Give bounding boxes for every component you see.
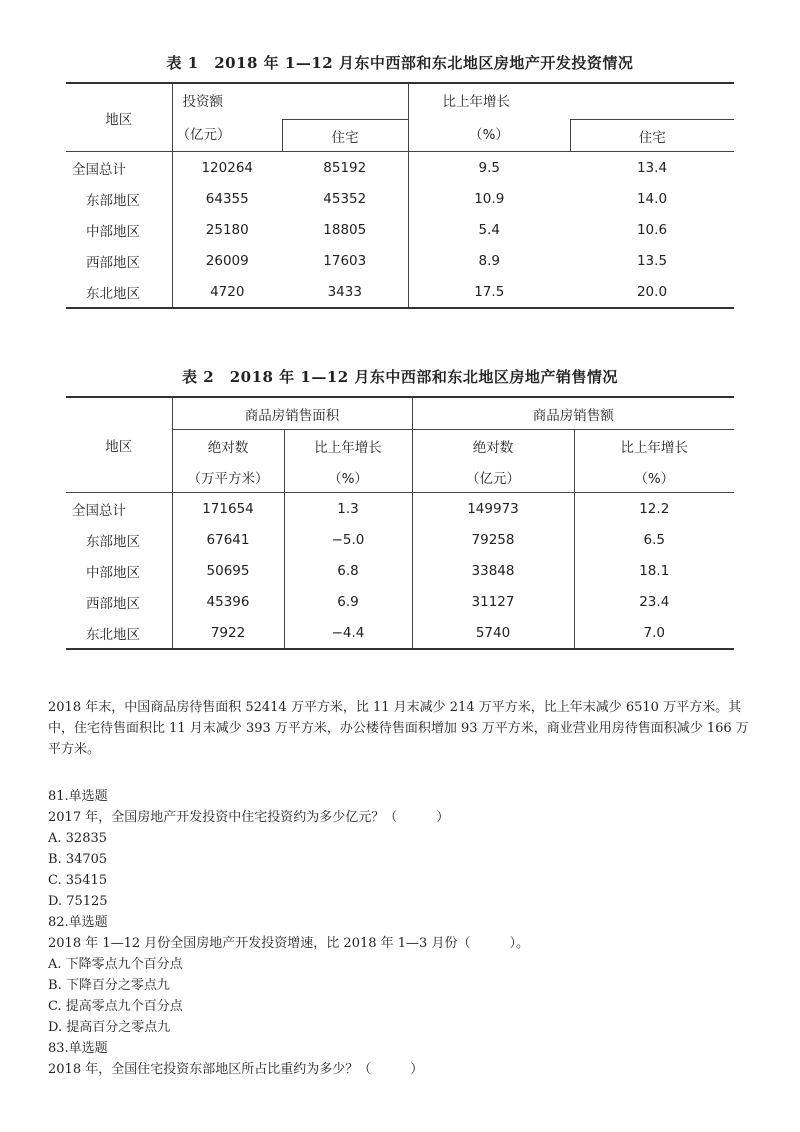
row-region: 东部地区 bbox=[66, 183, 172, 214]
cell-res: 85192 bbox=[282, 152, 408, 184]
table2-header-area-absolute: 绝对数 bbox=[207, 439, 249, 456]
table1-header-residential: 住宅 bbox=[282, 120, 408, 152]
cell-amount-growth: 18.1 bbox=[639, 562, 670, 579]
question-stem: 2018 年 1—12 月份全国房地产开发投资增速，比 2018 年 1—3 月份（ ）。 bbox=[48, 936, 529, 951]
cell-area-growth: 6.9 bbox=[284, 586, 412, 617]
cell-growth: 8.9 bbox=[478, 252, 500, 269]
cell-area-growth: −4.4 bbox=[284, 617, 412, 649]
cell-amount: 5740 bbox=[412, 617, 574, 649]
question-option[interactable]: B. 下降百分之零点九 bbox=[48, 978, 170, 993]
row-region: 中部地区 bbox=[66, 214, 172, 245]
cell-amount: 149973 bbox=[412, 493, 574, 525]
table1-investment bbox=[66, 82, 734, 309]
row-region: 东北地区 bbox=[66, 617, 172, 649]
question-number: 83.单选题 bbox=[48, 1041, 108, 1056]
cell-area: 171654 bbox=[172, 493, 284, 525]
row-region: 东部地区 bbox=[66, 524, 172, 555]
cell-area-growth: 6.8 bbox=[284, 555, 412, 586]
cell-area: 67641 bbox=[172, 524, 284, 555]
table-row bbox=[66, 245, 734, 276]
cell-growth: 9.5 bbox=[408, 152, 570, 184]
cell-res: 3433 bbox=[282, 276, 408, 308]
cell-amount: 79258 bbox=[412, 524, 574, 555]
cell-res-growth: 10.6 bbox=[636, 221, 668, 238]
cell-amount: 33848 bbox=[412, 555, 574, 586]
cell-amount-growth: 23.4 bbox=[639, 593, 670, 610]
cell-growth: 17.5 bbox=[408, 276, 570, 308]
row-region: 西部地区 bbox=[66, 586, 172, 617]
question-stem: 2018 年，全国住宅投资东部地区所占比重约为多少？（ ） bbox=[48, 1062, 424, 1077]
table1-header-investment: 投资额 bbox=[172, 83, 408, 115]
cell-amount: 31127 bbox=[412, 586, 574, 617]
table1-header-unit-pct: （%） bbox=[408, 115, 570, 152]
table2-header-area-growth: 比上年增长 bbox=[284, 430, 412, 462]
cell-res-growth: 14.0 bbox=[636, 190, 668, 207]
table-row bbox=[66, 493, 734, 525]
paragraph-text: 2018 年末，中国商品房待售面积 52414 万平方米，比 11 月末减少 214 万平方米，比上年末减少 6510 万平方米。其中，住宅待售面积比 11 月末减少 393 万平方米，办公楼待售面积增加 93 万平方米，商业营业用房待售面积减少 166 万平方米。 bbox=[48, 700, 749, 757]
table-row bbox=[66, 555, 734, 586]
cell-area-growth: −5.0 bbox=[284, 524, 412, 555]
table2-header-area: 商品房销售面积 bbox=[172, 397, 412, 430]
table2-header-amount-absolute: 绝对数 bbox=[412, 430, 574, 462]
cell-area-growth: 1.3 bbox=[284, 493, 412, 525]
table2-header-unit-yuan: （亿元） bbox=[412, 461, 574, 493]
row-region: 西部地区 bbox=[66, 245, 172, 276]
question-option[interactable]: A. 32835 bbox=[48, 831, 108, 846]
cell-amount-growth: 12.2 bbox=[574, 493, 734, 525]
table-row bbox=[66, 524, 734, 555]
question-stem: 2017 年，全国房地产开发投资中住宅投资约为多少亿元？（ ） bbox=[48, 810, 450, 825]
context-paragraph bbox=[48, 697, 754, 760]
question-option[interactable]: A. 下降零点九个百分点 bbox=[48, 957, 183, 972]
cell-res: 17603 bbox=[282, 245, 408, 276]
row-region: 全国总计 bbox=[66, 152, 172, 184]
cell-res-growth: 13.4 bbox=[570, 152, 734, 184]
table-row bbox=[66, 617, 734, 649]
question-number: 81.单选题 bbox=[48, 789, 108, 804]
table1-header-region: 地区 bbox=[66, 83, 172, 152]
table-row bbox=[66, 586, 734, 617]
cell-res: 45352 bbox=[282, 183, 408, 214]
row-region: 中部地区 bbox=[66, 555, 172, 586]
cell-res-growth: 13.5 bbox=[636, 252, 668, 269]
table2-sales bbox=[66, 396, 734, 650]
cell-amount-growth: 7.0 bbox=[574, 617, 734, 649]
cell-res: 18805 bbox=[282, 214, 408, 245]
table1-header-growth: 比上年增长 bbox=[408, 83, 734, 115]
cell-growth: 10.9 bbox=[474, 190, 505, 207]
question-option[interactable]: C. 提高零点九个百分点 bbox=[48, 999, 183, 1014]
table2-header-unit-pct-2: （%） bbox=[574, 461, 734, 493]
table-row bbox=[66, 276, 734, 308]
row-region: 全国总计 bbox=[66, 493, 172, 525]
cell-res-growth: 20.0 bbox=[570, 276, 734, 308]
table-row bbox=[66, 152, 734, 184]
table2-header-unit-area: （万平方米） bbox=[187, 470, 269, 487]
table2-header-amount: 商品房销售额 bbox=[412, 397, 734, 430]
row-region: 东北地区 bbox=[66, 276, 172, 308]
table1-header-unit-yuan: （亿元） bbox=[176, 127, 231, 143]
cell-area: 45396 bbox=[172, 586, 284, 617]
table2-header-region: 地区 bbox=[66, 397, 172, 493]
table2-caption: 表 2 2018 年 1—12 月东中西部和东北地区房地产销售情况 bbox=[182, 368, 618, 386]
cell-inv: 26009 bbox=[205, 252, 249, 269]
table2-header-amount-growth: 比上年增长 bbox=[574, 430, 734, 462]
cell-growth: 5.4 bbox=[478, 221, 500, 238]
cell-inv: 25180 bbox=[205, 221, 249, 238]
cell-inv: 4720 bbox=[172, 276, 282, 308]
cell-area: 7922 bbox=[172, 617, 284, 649]
table1-header-growth-residential: 住宅 bbox=[570, 120, 734, 152]
cell-inv: 64355 bbox=[205, 190, 249, 207]
cell-area: 50695 bbox=[172, 555, 284, 586]
table2-header-unit-pct-1: （%） bbox=[284, 461, 412, 493]
question-list bbox=[48, 786, 754, 1080]
table-row bbox=[66, 183, 734, 214]
question-number: 82.单选题 bbox=[48, 915, 108, 930]
cell-amount-growth: 6.5 bbox=[643, 531, 665, 548]
cell-inv: 120264 bbox=[172, 152, 282, 184]
table-row bbox=[66, 214, 734, 245]
question-option[interactable]: B. 34705 bbox=[48, 852, 108, 867]
question-option[interactable]: C. 35415 bbox=[48, 873, 108, 888]
question-option[interactable]: D. 提高百分之零点九 bbox=[48, 1020, 171, 1035]
question-option[interactable]: D. 75125 bbox=[48, 894, 108, 909]
table1-caption: 表 1 2018 年 1—12 月东中西部和东北地区房地产开发投资情况 bbox=[166, 54, 634, 72]
